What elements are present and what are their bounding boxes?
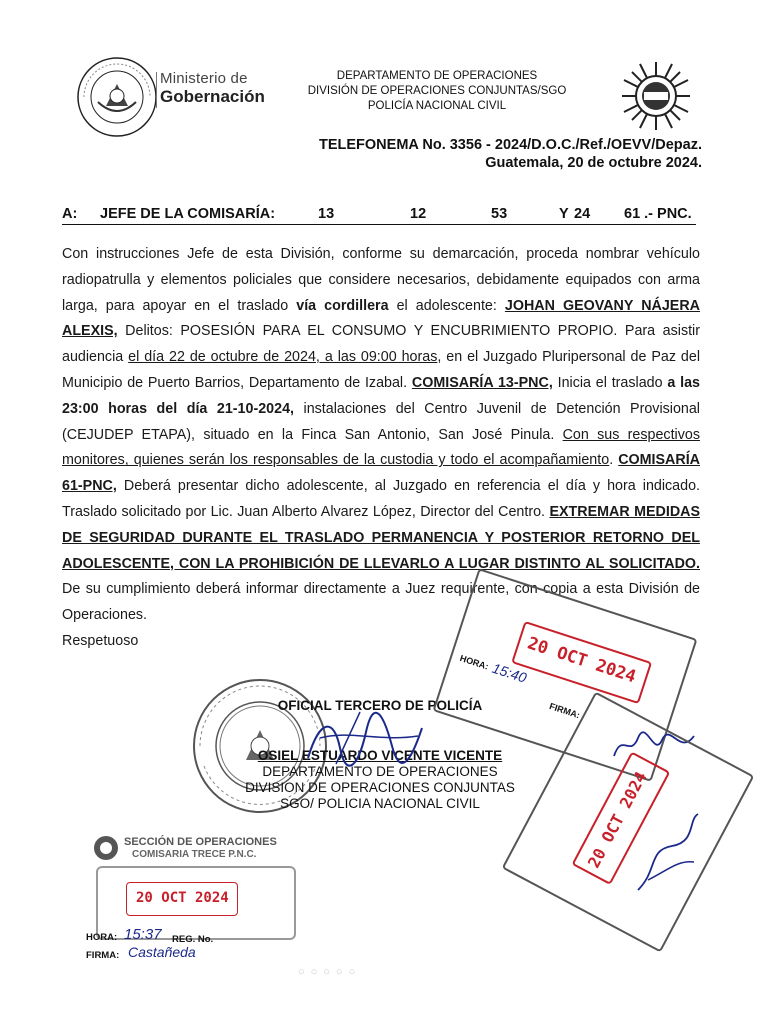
signer-name: OSIEL ESTUARDO VICENTE VICENTE [257, 748, 503, 763]
stamp-subtitle: COMISARIA TRECE P.N.C. [132, 849, 257, 860]
guatemala-coat-of-arms-seal [76, 56, 158, 138]
hora-label: HORA: [86, 932, 118, 943]
addressee-y: Y [559, 206, 569, 222]
signer-rank: OFICIAL TERCERO DE POLICÍA [277, 698, 483, 713]
body-text: Delitos: POSESIÓN PARA EL CONSUMO Y ENCUBRIMIENTO PROPIO. Para asistir audiencia [62, 323, 700, 366]
signer-line: DIVISION DE OPERACIONES CONJUNTAS [245, 780, 515, 795]
body-bold: vía cordillera [296, 297, 389, 314]
signer-line: DEPARTAMENTO DE OPERACIONES [262, 764, 498, 779]
firma-label: FIRMA: [548, 701, 582, 721]
received-time: 15:40 [490, 659, 529, 686]
comisaria-number: 53 [491, 206, 508, 222]
received-date-2: 20 OCT 2024 [584, 768, 651, 871]
firma-label: FIRMA: [86, 950, 120, 961]
comisaria-number: 12 [410, 206, 427, 222]
transfer-time: a las 23:00 horas del día 21-10-2024, [62, 374, 700, 417]
signer-line: SGO/ POLICIA NACIONAL CIVIL [280, 796, 480, 811]
body-text: Deberá presentar dicho adolescente, al Juzgado en referencia el día y hora indicado. Traslado solicitado por Lic. Juan Alberto Alvarez López, Director del Centro. [62, 478, 700, 520]
pnc-badge-icon [620, 60, 692, 132]
dept-line: POLICÍA NACIONAL CIVIL [367, 100, 507, 112]
pnc-badge-icon [92, 834, 120, 862]
received-date: 20 OCT 2024 [524, 633, 639, 688]
telefonema-number: TELEFONEMA No. 3356 - 2024/D.O.C./Ref./OEVV/Depaz. [318, 137, 702, 153]
body-text: De su cumplimiento deberá informar directamente a Juez requirente, con copia a esta División de Operaciones. [62, 581, 700, 624]
monitors-note: Con sus respectivos monitores, quienes serán los responsables de la custodia y todo el acompañamiento [62, 426, 700, 469]
dept-line: DEPARTAMENTO DE OPERACIONES [336, 70, 538, 82]
social-icons: ○○○○○ [298, 966, 362, 978]
received-date-3: 20 OCT 2024 [136, 890, 229, 906]
receiver-signature: Castañeda [128, 944, 196, 960]
body-text: el adolescente: [388, 297, 505, 314]
received-stamp-seccion-operaciones [86, 830, 300, 975]
addressee-to: JEFE DE LA COMISARÍA: [100, 206, 276, 222]
comisaria-number: 13 [318, 206, 335, 222]
comisaria-number: 61 .- PNC. [624, 206, 692, 222]
body-text: instalaciones del Centro Juvenil de Detención Provisional (CEJUDEP ETAPA), situado en la Finca San Antonio, San José Pinula. [62, 400, 700, 443]
ministry-line2: Gobernación [160, 87, 265, 106]
stamp-title: SECCIÓN DE OPERACIONES [124, 836, 277, 848]
body-text: Inicia el traslado [552, 374, 668, 391]
body-text: , en el Juzgado Pluripersonal de Paz del Municipio de Puerto Barrios, Departamento de Izabal. [62, 349, 700, 391]
hearing-datetime: el día 22 de octubre de 2024, a las 09:00 horas [128, 349, 438, 366]
body-text: . [609, 452, 619, 469]
ministry-logo [160, 70, 265, 106]
telefonema-date: Guatemala, 20 de octubre 2024. [485, 155, 702, 171]
comisaria-number: 24 [574, 206, 591, 222]
document-body [62, 242, 700, 655]
comisaria-61: COMISARÍA 61-PNC, [62, 452, 700, 495]
security-warning: EXTREMAR MEDIDAS DE SEGURIDAD DURANTE EL TRASLADO PERMANENCIA Y POSTERIOR RETORNO DEL ADOLESCENTE, CON LA PROHIBICIÓN DE LLEVARLO A LUGAR DISTINTO AL SOLICITADO. [62, 503, 700, 572]
handwritten-signature [300, 708, 430, 778]
addressee-a: A: [62, 206, 78, 222]
reg-label: REG. No. [172, 934, 214, 945]
telefonema-header [319, 136, 702, 172]
adolescent-name: JOHAN GEOVANY NÁJERA ALEXIS, [62, 297, 700, 340]
hora-label: HORA: [458, 653, 490, 672]
addressee-underline [62, 224, 696, 225]
closing: Respetuoso [62, 632, 139, 649]
department-heading [300, 69, 574, 114]
body-text: Con instrucciones Jefe de esta División, conforme su demarcación, proceda nombrar vehículo radiopatrulla y elementos policiales que considere necesarios, debidamente equipados con arma larga, para apoyar en el traslado [62, 246, 700, 314]
received-time-2: 15:37 [124, 926, 162, 943]
addressee-line [62, 206, 704, 226]
ministry-line1: Ministerio de [160, 70, 248, 87]
dept-line: DIVISIÓN DE OPERACIONES CONJUNTAS/SGO [307, 85, 567, 97]
comisaria-13: COMISARÍA 13-PNC, [411, 374, 553, 391]
stamp-signature-2 [628, 810, 708, 900]
